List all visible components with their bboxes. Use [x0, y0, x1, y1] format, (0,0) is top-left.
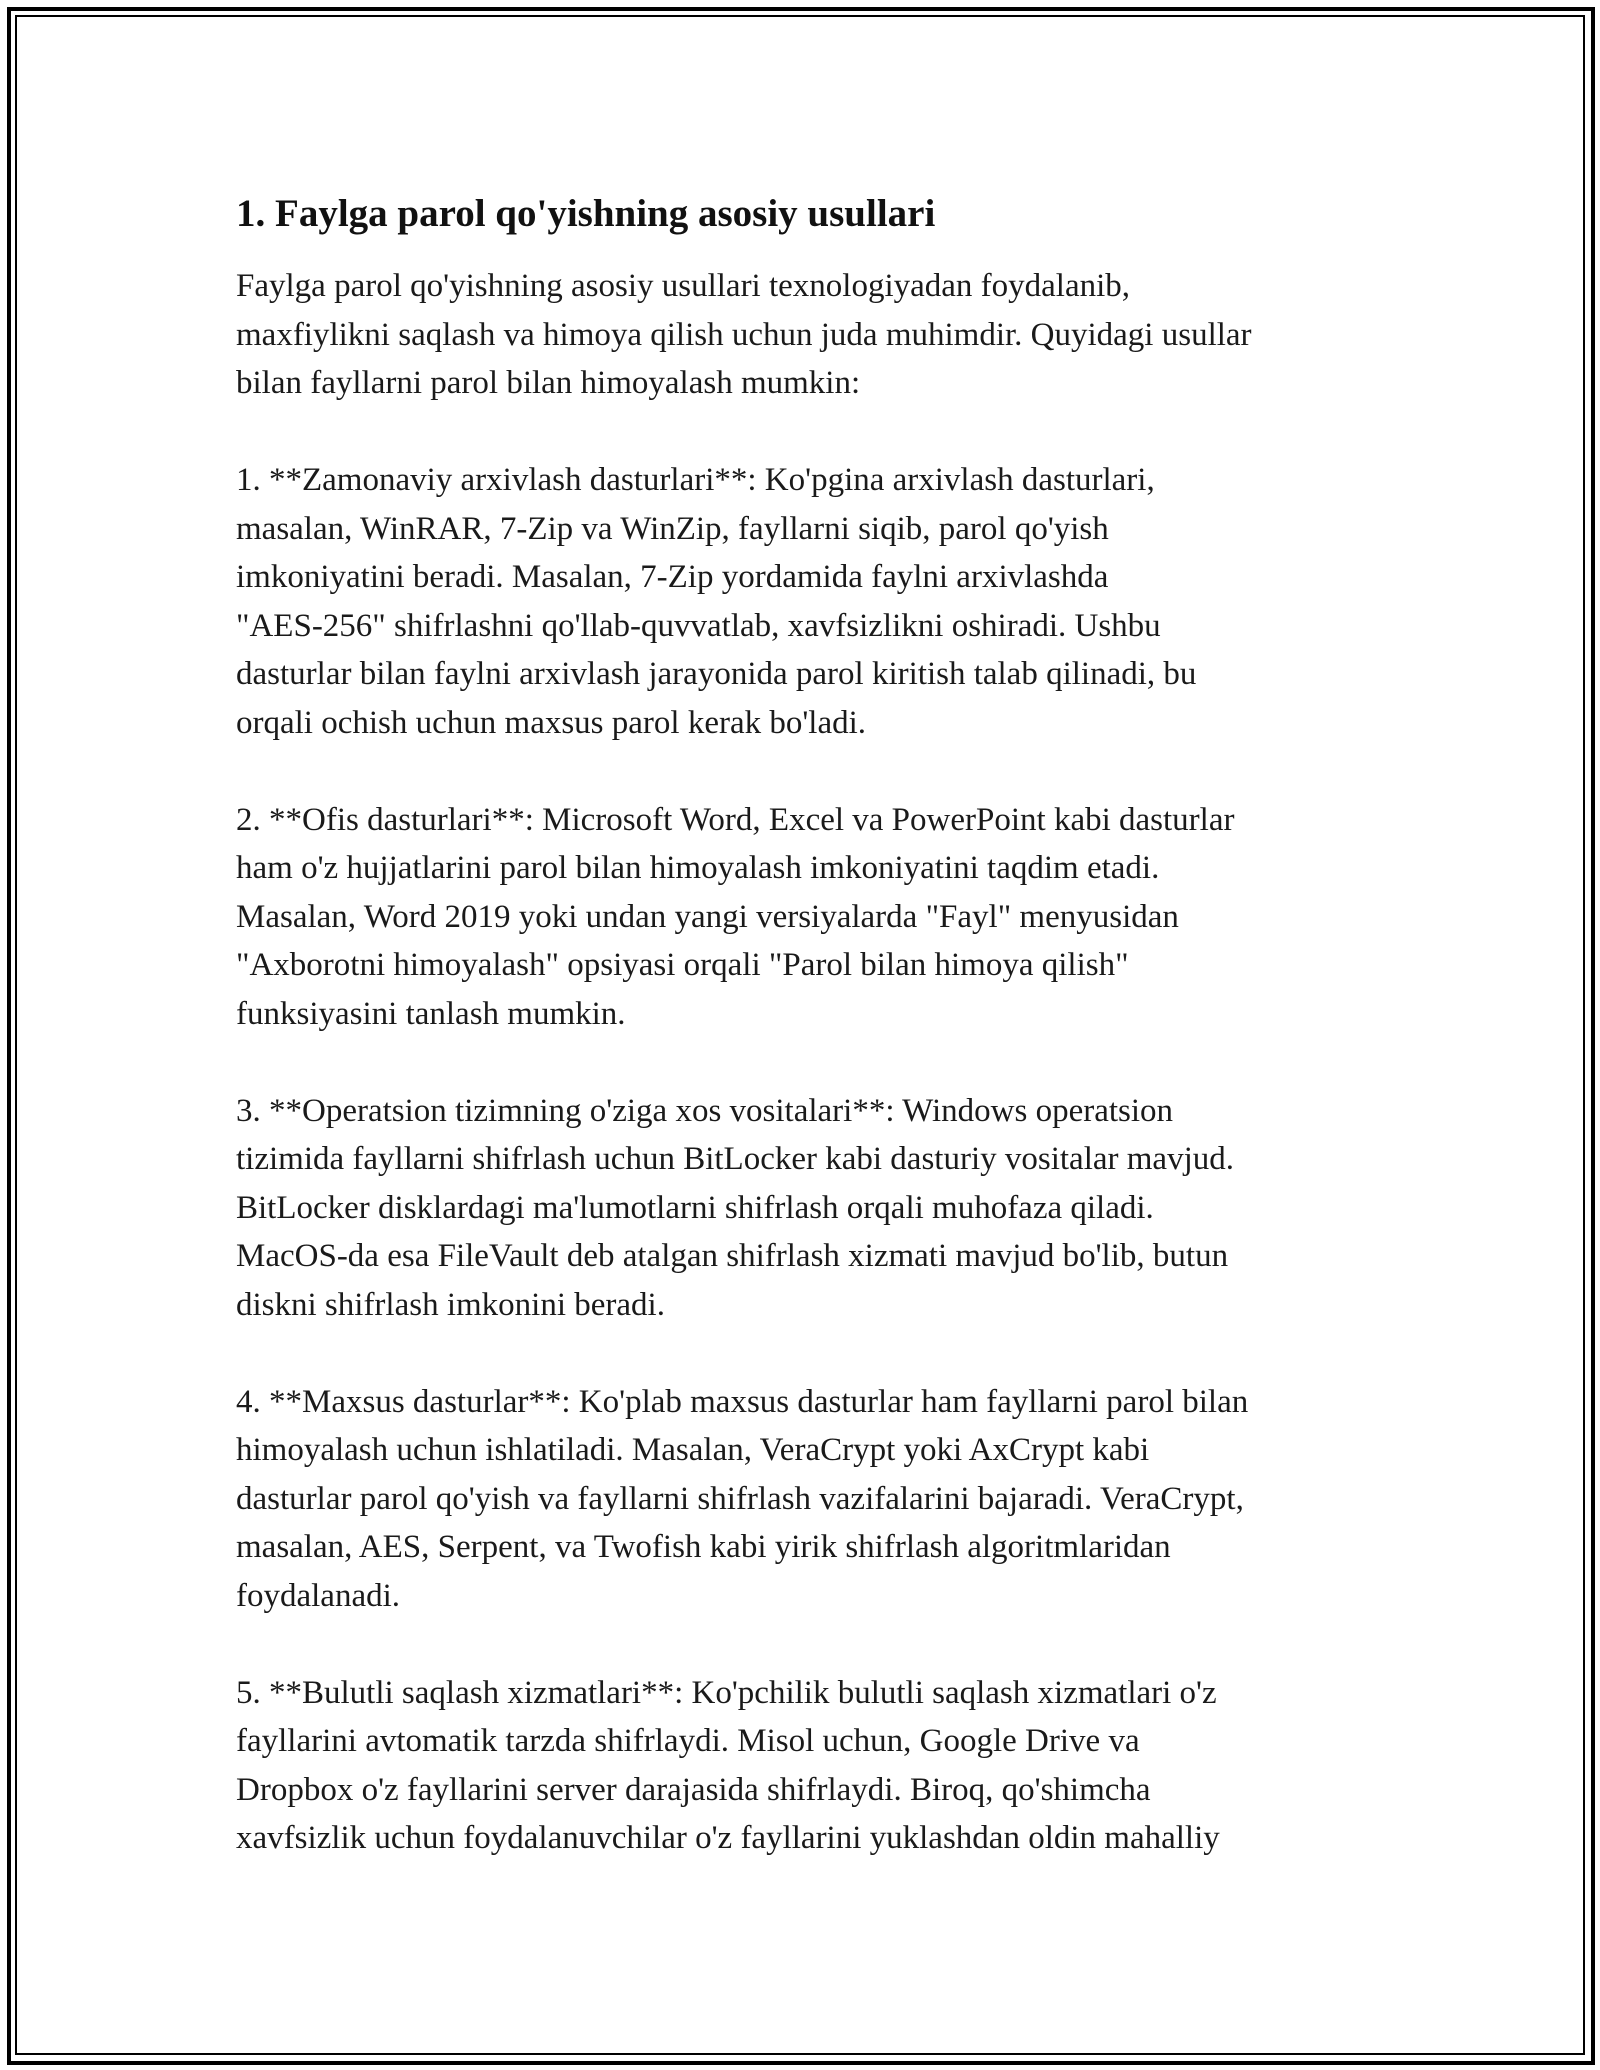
text-line: bilan fayllarni parol bilan himoyalash mumkin: [236, 365, 861, 401]
text-line: BitLocker disklardagi ma'lumotlarni shifrlash orqali muhofaza qiladi. [236, 1189, 1154, 1226]
text-line: masalan, WinRAR, 7-Zip va WinZip, fayllarni siqib, parol qo'yish [236, 510, 1109, 547]
text-line: Faylga parol qo'yishning asosiy usullari texnologiyadan foydalanib, [236, 268, 1131, 304]
text-line: 2. **Ofis dasturlari**: Microsoft Word, Excel va PowerPoint kabi dasturlar [236, 801, 1235, 838]
text-line: MacOS-da esa FileVault deb atalgan shifrlash xizmati mavjud bo'lib, butun [236, 1238, 1229, 1274]
item-special-software-paragraph [236, 1378, 1376, 1621]
text-line: 3. **Operatsion tizimning o'ziga xos vositalari**: Windows operatsion [236, 1092, 1174, 1129]
section-heading: 1. Faylga parol qo'yishning asosiy usullari [236, 192, 936, 235]
item-os-tools-paragraph [236, 1087, 1376, 1330]
text-line: maxfiylikni saqlash va himoya qilish uchun juda muhimdir. Quyidagi usullar [236, 316, 1252, 353]
text-line: dasturlar bilan faylni arxivlash jarayonida parol kiritish talab qilinadi, bu [236, 656, 1197, 692]
item-office-paragraph [236, 796, 1376, 1039]
text-line: Dropbox o'z fayllarini server darajasida shifrlaydi. Biroq, qo'shimcha [236, 1771, 1151, 1808]
text-line: Masalan, Word 2019 yoki undan yangi versiyalarda "Fayl" menyusidan [236, 898, 1179, 935]
text-line: diskni shifrlash imkonini beradi. [236, 1286, 665, 1323]
text-line: masalan, AES, Serpent, va Twofish kabi yirik shifrlash algoritmlaridan [236, 1529, 1171, 1565]
item-cloud-storage-paragraph [236, 1669, 1376, 1863]
text-line: "Axborotni himoyalash" opsiyasi orqali "Parol bilan himoya qilish" [236, 947, 1129, 983]
text-line: foydalanadi. [236, 1577, 401, 1614]
text-line: dasturlar parol qo'yish va fayllarni shifrlash vazifalarini bajaradi. VeraCrypt, [236, 1480, 1244, 1517]
text-line: funksiyasini tanlash mumkin. [236, 995, 626, 1032]
text-line: 1. **Zamonaviy arxivlash dasturlari**: Ko'pgina arxivlash dasturlari, [236, 462, 1155, 498]
text-line: tizimida fayllarni shifrlash uchun BitLocker kabi dasturiy vositalar mavjud. [236, 1141, 1234, 1177]
text-line: orqali ochish uchun maxsus parol kerak bo'ladi. [236, 704, 867, 741]
text-line: himoyalash uchun ishlatiladi. Masalan, VeraCrypt yoki AxCrypt kabi [236, 1432, 1150, 1468]
text-line: ham o'z hujjatlarini parol bilan himoyalash imkoniyatini taqdim etadi. [236, 850, 1160, 886]
text-line: xavfsizlik uchun foydalanuvchilar o'z fayllarini yuklashdan oldin mahalliy [236, 1820, 1220, 1856]
text-line: fayllarini avtomatik tarzda shifrlaydi. Misol uchun, Google Drive va [236, 1723, 1140, 1759]
text-line: 4. **Maxsus dasturlar**: Ko'plab maxsus dasturlar ham fayllarni parol bilan [236, 1383, 1249, 1420]
intro-paragraph [236, 262, 1376, 408]
document-body [236, 186, 1376, 1911]
text-line: 5. **Bulutli saqlash xizmatlari**: Ko'pchilik bulutli saqlash xizmatlari o'z [236, 1674, 1217, 1711]
text-line: imkoniyatini beradi. Masalan, 7-Zip yordamida faylni arxivlashda [236, 559, 1109, 595]
text-line: "AES-256" shifrlashni qo'llab-quvvatlab, xavfsizlikni oshiradi. Ushbu [236, 607, 1161, 644]
item-archivers-paragraph [236, 456, 1376, 747]
